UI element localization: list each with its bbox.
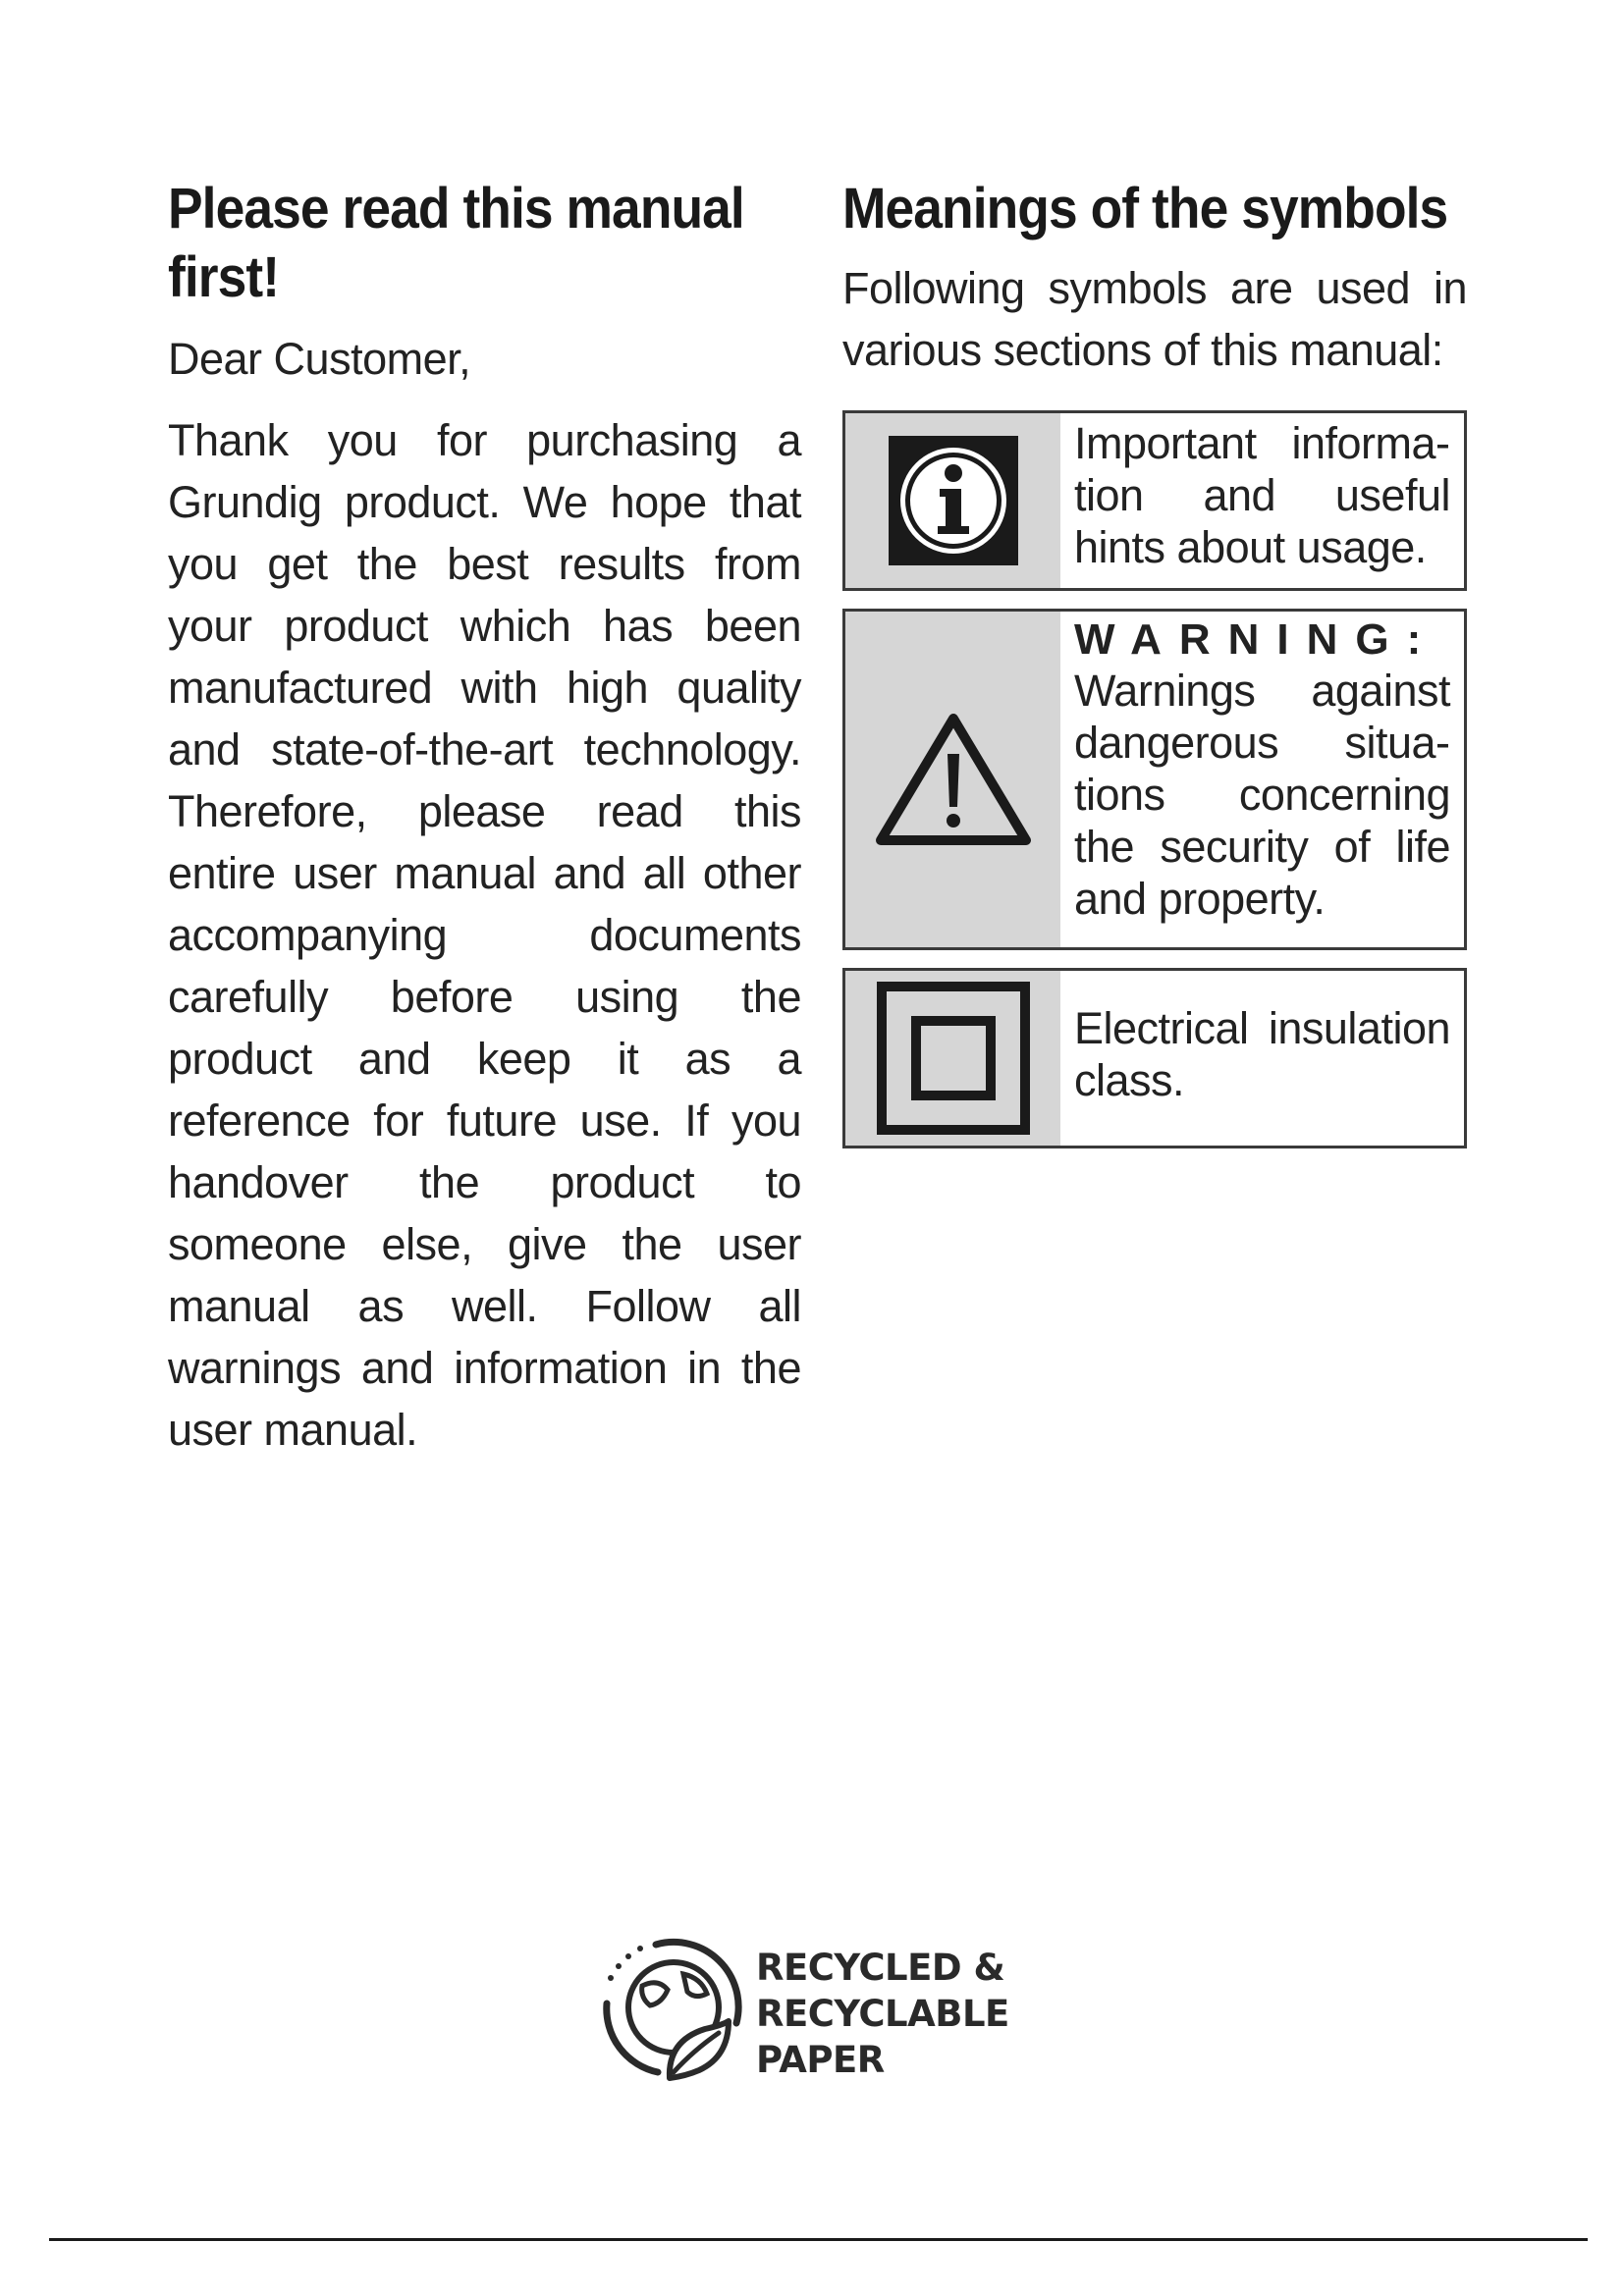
symbol-icon-cell [845, 413, 1060, 588]
recycle-label [756, 1945, 1009, 2083]
symbols-heading: Meanings of the symbols [842, 177, 1448, 240]
symbol-description-block [1060, 612, 1464, 947]
greeting-text: Dear Customer, [168, 334, 471, 384]
symbol-row-electrical [842, 968, 1467, 1148]
recycle-line: RECYCLABLE [756, 1992, 1009, 2035]
double-square-icon [877, 982, 1030, 1135]
footer-divider [49, 2238, 1588, 2241]
symbols-table [842, 410, 1467, 1148]
warning-triangle-icon [875, 711, 1032, 848]
recycled-paper-badge [599, 1930, 1011, 2097]
left-column [168, 175, 801, 1461]
info-icon [889, 436, 1018, 565]
warning-title: WARNING: [1074, 615, 1439, 664]
symbol-icon-cell [845, 971, 1060, 1146]
recycle-line: RECYCLED & [756, 1946, 1005, 1989]
symbol-icon-cell [845, 612, 1060, 947]
symbol-description: Electrical insulation class. [1074, 1003, 1450, 1105]
right-column [842, 175, 1467, 1166]
globe-leaf-icon [599, 1935, 746, 2092]
symbol-row-warning [842, 609, 1467, 950]
recycle-line: PAPER [756, 2038, 885, 2081]
symbol-description: Important information and useful hints about usage. [1074, 418, 1450, 572]
symbols-intro: Following symbols are used in various sections of this manual: [842, 263, 1467, 375]
intro-paragraph: Thank you for purchasing a Grundig product. We hope that you get the best results from your product which has been manufactured with high quality and state-of-the-art technology. Therefore, please read this entire user manual and all other accompanying documents carefully before using the product and keep it as a reference for future use. If you handover the product to someone else, give the user manual as well. Follow all warnings and information in the user manual. [168, 415, 801, 1455]
symbol-row-info [842, 410, 1467, 591]
symbol-description: Warnings against dangerous situations concerning the security of life and property. [1074, 666, 1450, 924]
manual-heading: Please read this manual first! [168, 177, 744, 309]
